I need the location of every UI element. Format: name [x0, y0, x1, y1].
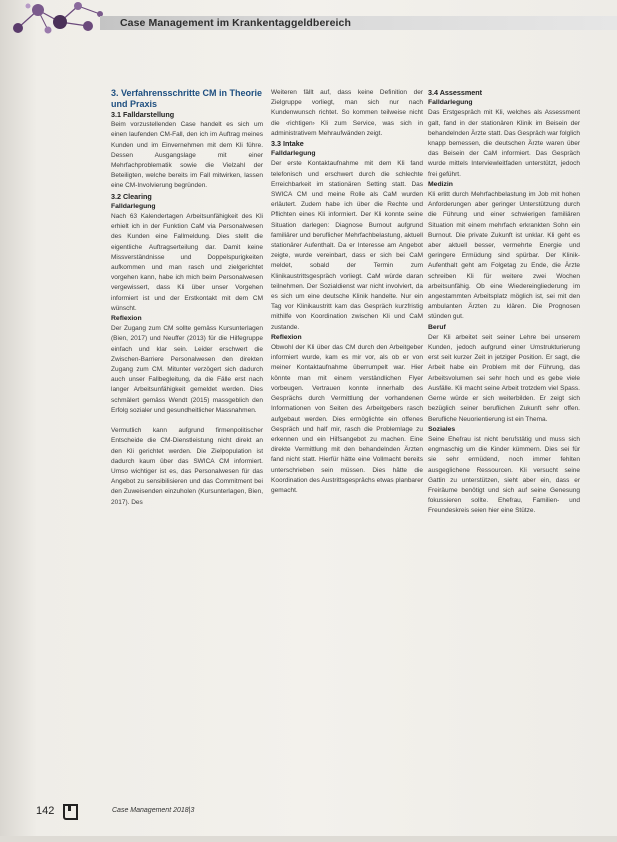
magazine-issue: Case Management 2018|3: [112, 807, 195, 814]
running-header-title: Case Management im Krankentaggeldbereich: [120, 17, 351, 29]
sub-heading: Reflexion: [271, 333, 302, 341]
page-number: 142: [36, 805, 55, 817]
body-paragraph: Weiteren fällt auf, dass keine Definition der Zielgruppe vorliegt, man sich nur nach Kundenwunsch richtet. So kommen teilweise nicht die ‹richtigen› Kli zum Service, was sich in administrativem Mehraufwänden zeigt.: [271, 89, 423, 137]
body-paragraph: Beim vorzustellenden Case handelt es sich um einen laufenden CM-Fall, den ich im Auftrag meines Kunden und im Einvernehmen mit dem Kli führe. Dessen Ausgangslage mit einer Mehrfachproblematik sowie die Vielzahl der Beteiligten, welche bereits im Fall mitwirken, lassen eine CM-Involvierung begründen.: [111, 121, 263, 190]
sub-heading: Falldarlegung: [111, 202, 156, 210]
body-paragraph: Seine Ehefrau ist nicht berufstätig und muss sich engmaschig um die Kinder kümmern. Dies sei für sie sehr ermüdend, noch immer fehlten ausgeglichene Ressourcen. Kli versucht seine Gattin zu unterstützen, sieht aber ein, dass er Freiräume benötigt und sich auf seine Genesung fokussieren sollte. Ehefrau, Familien- und Freundeskreis seien hier eine Stütze.: [428, 435, 580, 515]
page-bottom-edge: [0, 836, 617, 842]
text-column-1: [111, 88, 263, 778]
sub-heading: Reflexion: [111, 315, 142, 323]
text-column-3: [428, 88, 580, 778]
sub-heading: Beruf: [428, 323, 446, 331]
subsection-heading: 3.4 Assessment: [428, 88, 483, 97]
body-paragraph: Der Zugang zum CM sollte gemäss Kursunterlagen (Bien, 2017) und Neuffer (2013) für die Hilfegruppe einfach und klar sein. Leider erschwert die Zwischen-Barriere Personalwesen den direkten Zugang zum CM. Mitunter verzögert sich dadurch auch unser Fallbegleitung, da die Fälle erst nach langer Arbeitsunfähigkeit gemeldet werden. Dies schmälert gemäss Wendt (2015) massgeblich den Erfolg sozialer und gesundheitlicher Massnahmen.: [111, 325, 263, 414]
subsection-heading: 3.3 Intake: [271, 139, 304, 149]
magazine-logo-icon: [63, 804, 78, 820]
body-paragraph: Obwohl der Kli über das CM durch den Arbeitgeber informiert wurde, kam es mir vor, als ob er von meiner Kontaktaufnahme überrumpelt war. Hier könnte man mit einem verständlichen Flyer vorbeugen. Vertrauen konnte innerhalb des Gesprächs durch Vermittlung der vorhandenen Informationen von Seiten des Arbeitgebers rasch aufgebaut werden. Dies ermöglichte ein offenes Gespräch und half mir, rasch die Problemlage zu erkennen und ein Hilfsangebot zu machen. Eine direkte Vermittlung mit den behandelnden Ärzten fand nicht statt. Hierfür hätte eine Vollmacht bereits unterschrieben sein müssen. Dies hätte die Koordination des Austrittsgesprächs etwas planbarer gemacht.: [271, 344, 423, 494]
body-paragraph: Kli erlitt durch Mehrfachbelastung im Job mit hohen Anforderungen aber geringer Unterstützung durch die Führung und einer schwierigen familiären Situation mit einem mehrfach erkrankten Sohn ein Burnout. Die private Zukunft ist unklar. Kli geht es aber aktuell besser, vermehrte Energie und geringere Ermüdung sind spürbar. Der Klinik-Aufenthalt geht am Folgetag zu Ende, die Ärzte schreiben Kli für weitere zwei Wochen arbeitsunfähig. Ob eine Wiedereingliederung im angestammten Arbeitsplatz möglich ist, sei mit den ambulanten Ärzten zu klären. Die Prognosen stünden gut.: [428, 191, 580, 321]
sub-heading: Falldarlegung: [271, 150, 316, 158]
subsection-heading: 3.2 Clearing: [111, 191, 152, 201]
body-paragraph: Vermutlich kann aufgrund firmenpolitischer Entscheide die CM-Dienstleistung nicht direkt an den Kli gerichtet werden. Die Zielpopulation ist dadurch kaum über das SWICA CM informiert. Umso wichtiger ist es, das Personalwesen für das Angebot zu sensibilisieren und das Commitment bei den Zuweisenden einzuholen (Kursunterlagen, Bien, 2017). Des: [111, 427, 263, 506]
body-paragraph: Nach 63 Kalendertagen Arbeitsunfähigkeit des Kli erhielt ich in der Funktion CaM via Personalwesen des Kunden eine Fallmeldung. Dies stellt die eigentliche Auftragserteilung dar. Damit keine Missverständnisse und Doppelspurigkeiten aufkommen und man rasch und zielgerichtet vorgehen kann, habe ich mich beim Personalwesen vergewissert, dass Kli über unser Vorgehen informiert ist und der Erstkontakt mit dem CM wünscht.: [111, 213, 263, 312]
sub-heading: Falldarlegung: [428, 99, 473, 107]
body-paragraph: Der Kli arbeitet seit seiner Lehre bei unserem Kunden, jedoch aufgrund einer Umstrukturierung erst seit kurzer Zeit in jetziger Position. Er sagt, die Arbeit habe ein Problem mit der Führung, das Arbeitsvolumen sei sehr hoch und es gebe viele Ausfälle. Kli macht seine Arbeit trotzdem viel Spass. Gerne würde er sich weiterbilden. Er zeigt sich bezüglich seiner beruflichen Zukunft sehr offen. Berufliche Neuorientierung ist ein Thema.: [428, 333, 580, 423]
body-paragraph: Das Erstgespräch mit Kli, welches als Assessment galt, fand in der stationären Klinik im Beisein der behandelnden Ärzte statt. Das Gespräch war folglich knapp bemessen, die deutschen Ärzte waren über das Beisein der CaM informiert. Das Gespräch wurde mittels Interviewleitfaden unterstützt, jedoch frei geführt.: [428, 109, 580, 178]
text-column-2: [271, 88, 423, 778]
section-title: 3. Verfahrensschritte CM in Theorie und Praxis: [111, 88, 263, 109]
body-paragraph: Der erste Kontaktaufnahme mit dem Kli fand telefonisch und erschwert durch die schlechte Erreichbarkeit im stationären Setting statt. Das SWICA CM und meine Rolle als CaM wurden erläutert. Zudem habe ich über die Rechte und Pflichten eines Kli informiert. Der Kli konnte seine Situation darlegen: Diagnose Burnout aufgrund familiärer und beruflicher Mehrfachbelastung, aktuell stationärer Aufenthalt. Da er Interesse am Angebot zeigte, wurde vereinbart, dass er sich bei CaM meldet, sobald der Termin zum Klinikaustrittsgespräch vorliegt. CaM würde daran teilnehmen. Der Sozialdienst war nicht involviert, da es sich um eine deutsche Klinik handelte. Nur ein Tag vor Klinikaustritt kam das Gespräch kurzfristig mithilfe von Koordination zwischen Kli und CaM zustande.: [271, 160, 423, 331]
subsection-heading: 3.1 Falldarstellung: [111, 110, 175, 119]
sub-heading: Soziales: [428, 425, 456, 433]
sub-heading: Medizin: [428, 180, 453, 188]
